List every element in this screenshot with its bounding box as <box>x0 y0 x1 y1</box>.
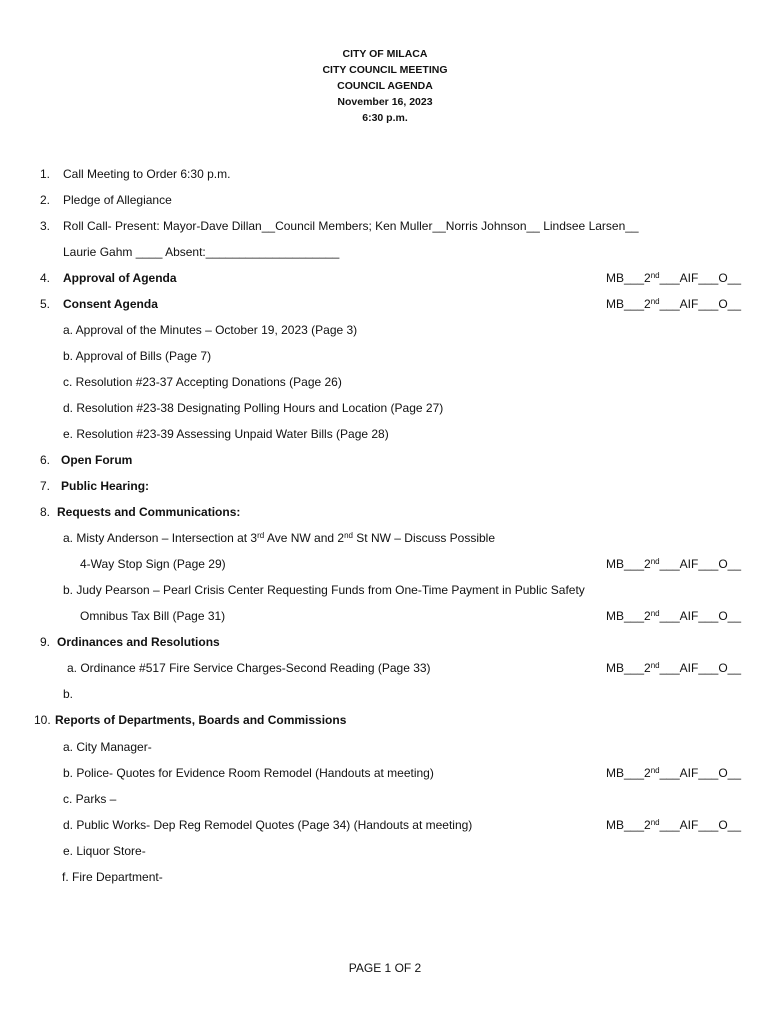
subitem-blank-b: b. <box>63 687 74 701</box>
subitem-judy-pearson: b. Judy Pearson – Pearl Crisis Center Requesting Funds from One-Time Payment in Public Safety <box>63 583 585 597</box>
header-time: 6:30 p.m. <box>362 112 408 124</box>
item-number: 6. <box>40 453 51 467</box>
item-reports: Reports of Departments, Boards and Commissions <box>55 713 347 727</box>
item-number: 2. <box>40 193 51 207</box>
item-number: 4. <box>40 271 51 285</box>
item-number: 9. <box>40 635 51 649</box>
item-requests: Requests and Communications: <box>57 505 241 519</box>
item-number: 10. <box>34 713 51 727</box>
subitem-resolution-23-39: e. Resolution #23-39 Assessing Unpaid Water Bills (Page 28) <box>63 427 389 441</box>
subitem-city-manager: a. City Manager- <box>63 740 152 754</box>
subitem-minutes: a. Approval of the Minutes – October 19, 2023 (Page 3) <box>63 323 358 337</box>
subitem-resolution-23-38: d. Resolution #23-38 Designating Polling Hours and Location (Page 27) <box>63 401 444 415</box>
item-call-to-order: Call Meeting to Order 6:30 p.m. <box>63 167 231 181</box>
header-city: CITY OF MILACA <box>342 48 428 60</box>
vote-line: MB___2nd___AIF___O__ <box>606 766 742 780</box>
item-ordinances: Ordinances and Resolutions <box>57 635 220 649</box>
item-number: 7. <box>40 479 51 493</box>
item-number: 8. <box>40 505 51 519</box>
item-number: 5. <box>40 297 51 311</box>
page-footer: PAGE 1 OF 2 <box>348 961 422 975</box>
subitem-judy-pearson-cont: Omnibus Tax Bill (Page 31) <box>80 609 226 623</box>
vote-line: MB___2nd___AIF___O__ <box>606 557 742 571</box>
subitem-liquor-store: e. Liquor Store- <box>63 844 146 858</box>
subitem-police: b. Police- Quotes for Evidence Room Remodel (Handouts at meeting) <box>63 766 434 780</box>
subitem-ordinance-517: a. Ordinance #517 Fire Service Charges-Second Reading (Page 33) <box>67 661 431 675</box>
item-public-hearing: Public Hearing: <box>61 479 150 493</box>
item-number: 1. <box>40 167 51 181</box>
item-open-forum: Open Forum <box>61 453 133 467</box>
subitem-bills: b. Approval of Bills (Page 7) <box>63 349 212 363</box>
item-approval-agenda: Approval of Agenda <box>63 271 177 285</box>
item-consent-agenda: Consent Agenda <box>63 297 158 311</box>
header-agenda: COUNCIL AGENDA <box>337 80 433 92</box>
vote-line: MB___2nd___AIF___O__ <box>606 609 742 623</box>
subitem-resolution-23-37: c. Resolution #23-37 Accepting Donations (Page 26) <box>63 375 342 389</box>
subitem-public-works: d. Public Works- Dep Reg Remodel Quotes (Page 34) (Handouts at meeting) <box>63 818 473 832</box>
subitem-parks: c. Parks – <box>63 792 117 806</box>
item-number: 3. <box>40 219 51 233</box>
item-roll-call: Roll Call- Present: Mayor-Dave Dillan__Council Members; Ken Muller__Norris Johnson__ Lindsee Larsen__ <box>63 219 639 233</box>
item-roll-call-cont: Laurie Gahm ____ Absent:____________________ <box>63 245 340 259</box>
agenda-header <box>0 46 770 126</box>
vote-line: MB___2nd___AIF___O__ <box>606 271 742 285</box>
header-date: November 16, 2023 <box>337 96 433 108</box>
item-pledge: Pledge of Allegiance <box>63 193 172 207</box>
subitem-misty-anderson-cont: 4-Way Stop Sign (Page 29) <box>80 557 226 571</box>
vote-line: MB___2nd___AIF___O__ <box>606 661 742 675</box>
header-meeting: CITY COUNCIL MEETING <box>322 64 448 76</box>
subitem-fire-department: f. Fire Department- <box>62 870 163 884</box>
subitem-misty-anderson: a. Misty Anderson – Intersection at 3rd Ave NW and 2nd St NW – Discuss Possible <box>63 531 496 545</box>
vote-line: MB___2nd___AIF___O__ <box>606 818 742 832</box>
vote-line: MB___2nd___AIF___O__ <box>606 297 742 311</box>
